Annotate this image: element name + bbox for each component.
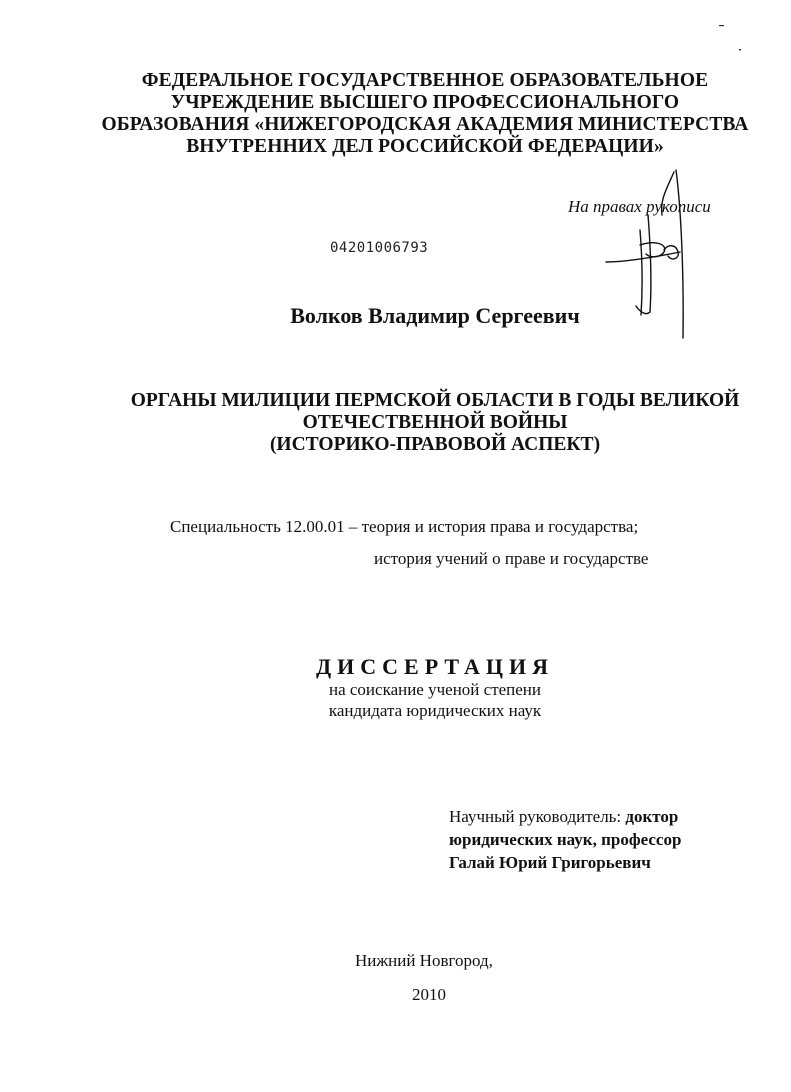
author-name: Волков Владимир Сергеевич (290, 303, 580, 328)
institution-line: ВНУТРЕННИХ ДЕЛ РОССИЙСКОЙ ФЕДЕРАЦИИ» (186, 136, 664, 157)
specialty-line-2: история учений о праве и государстве (374, 549, 649, 568)
degree-line-1: на соискание ученой степени (328, 680, 542, 699)
institution-line: ФЕДЕРАЛЬНОЕ ГОСУДАРСТВЕННОЕ ОБРАЗОВАТЕЛЬНОЕ (141, 70, 709, 91)
title-line: ОТЕЧЕСТВЕННОЙ ВОЙНЫ (302, 412, 568, 433)
scan-speck (719, 25, 724, 26)
supervisor-name: Галай Юрий Григорьевич (449, 853, 651, 872)
supervisor-line-2: юридических наук, профессор (449, 830, 682, 849)
catalog-number: 04201006793 (330, 240, 429, 256)
title-line: ОРГАНЫ МИЛИЦИИ ПЕРМСКОЙ ОБЛАСТИ В ГОДЫ ВЕЛИКОЙ (130, 390, 740, 411)
institution-line: УЧРЕЖДЕНИЕ ВЫСШЕГО ПРОФЕССИОНАЛЬНОГО (170, 92, 680, 113)
degree-line-2: кандидата юридических наук (328, 701, 542, 720)
city: Нижний Новгород, (355, 951, 493, 970)
rights-note: На правах рукописи (568, 197, 711, 216)
institution-line: ОБРАЗОВАНИЯ «НИЖЕГОРОДСКАЯ АКАДЕМИЯ МИНИСТЕРСТВА (101, 114, 749, 135)
document-type: ДИССЕРТАЦИЯ (316, 654, 554, 679)
year: 2010 (412, 985, 446, 1004)
title-line: (ИСТОРИКО-ПРАВОВОЙ АСПЕКТ) (269, 434, 601, 455)
supervisor-label: Научный руководитель: (449, 807, 622, 826)
supervisor-line-1 (449, 805, 681, 828)
supervisor-degree-start: доктор (625, 807, 679, 826)
scan-speck (739, 49, 741, 51)
dissertation-title (110, 390, 760, 456)
supervisor-block (449, 805, 681, 874)
specialty-line-1: Специальность 12.00.01 – теория и история права и государства; (170, 517, 639, 536)
